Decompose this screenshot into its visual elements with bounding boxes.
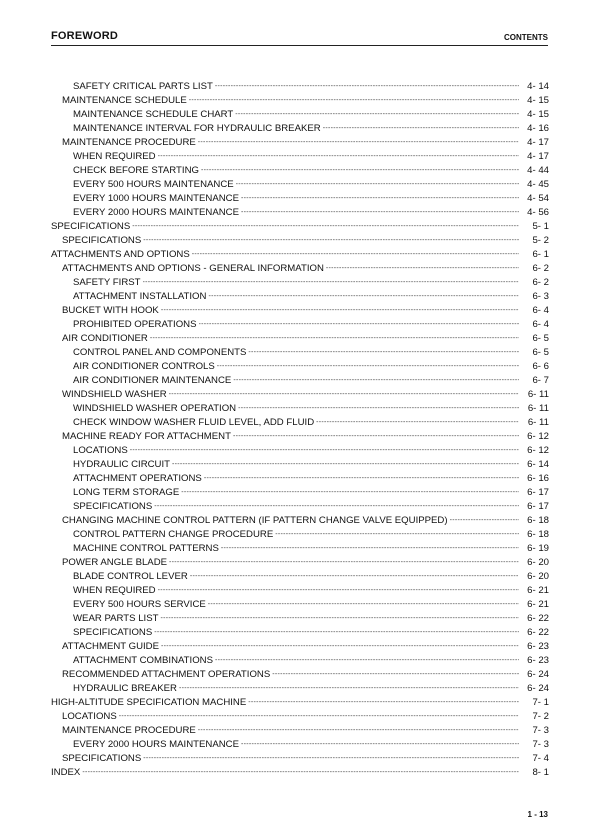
toc-entry[interactable] xyxy=(51,192,549,206)
dot-leader xyxy=(272,668,519,682)
toc-entry-title: CHECK WINDOW WASHER FLUID LEVEL, ADD FLUID xyxy=(73,417,315,428)
dot-leader xyxy=(161,304,519,318)
toc-entry[interactable] xyxy=(51,248,549,262)
toc-entry[interactable] xyxy=(51,528,549,542)
toc-entry-title: CHANGING MACHINE CONTROL PATTERN (IF PATTERN CHANGE VALVE EQUIPPED) xyxy=(62,515,448,526)
dot-leader xyxy=(132,220,519,234)
dot-leader xyxy=(208,290,519,304)
toc-entry-page: 6- 20 xyxy=(527,571,549,582)
toc-entry[interactable] xyxy=(51,724,549,738)
toc-entry-page: 6- 5 xyxy=(532,347,549,358)
dot-leader xyxy=(316,416,519,430)
toc-entry-page: 6- 24 xyxy=(527,683,549,694)
toc-entry-page: 6- 17 xyxy=(527,501,549,512)
toc-entry-page: 6- 1 xyxy=(532,249,549,260)
toc-entry[interactable] xyxy=(51,122,549,136)
toc-entry[interactable] xyxy=(51,290,549,304)
dot-leader xyxy=(221,542,519,556)
toc-entry-page: 6- 2 xyxy=(532,277,549,288)
toc-entry-page: 6- 14 xyxy=(527,459,549,470)
toc-entry[interactable] xyxy=(51,136,549,150)
toc-entry-title: EVERY 2000 HOURS MAINTENANCE xyxy=(73,207,239,218)
toc-entry-page: 6- 12 xyxy=(527,445,549,456)
toc-entry[interactable] xyxy=(51,220,549,234)
toc-entry[interactable] xyxy=(51,570,549,584)
toc-entry-page: 6- 19 xyxy=(527,543,549,554)
toc-entry-page: 4- 56 xyxy=(527,207,549,218)
dot-leader xyxy=(169,388,519,402)
toc-entry-page: 6- 18 xyxy=(527,529,549,540)
dot-leader xyxy=(158,150,519,164)
toc-entry[interactable] xyxy=(51,542,549,556)
dot-leader xyxy=(208,598,519,612)
contents-label: CONTENTS xyxy=(504,33,548,42)
toc-entry-page: 4- 16 xyxy=(527,123,549,134)
dot-leader xyxy=(119,710,519,724)
toc-entry[interactable] xyxy=(51,94,549,108)
dot-leader xyxy=(181,486,519,500)
toc-entry-page: 6- 12 xyxy=(527,431,549,442)
toc-entry[interactable] xyxy=(51,388,549,402)
toc-entry-title: LOCATIONS xyxy=(73,445,128,456)
toc-entry-title: MAINTENANCE PROCEDURE xyxy=(62,725,196,736)
dot-leader xyxy=(323,122,519,136)
toc-entry-title: WINDSHIELD WASHER xyxy=(62,389,167,400)
dot-leader xyxy=(233,430,519,444)
toc-entry[interactable] xyxy=(51,402,549,416)
toc-entry-page: 4- 17 xyxy=(527,137,549,148)
toc-entry[interactable] xyxy=(51,710,549,724)
dot-leader xyxy=(238,402,519,416)
toc-entry-title: SPECIFICATIONS xyxy=(73,627,153,638)
toc-entry-title: EVERY 500 HOURS SERVICE xyxy=(73,599,206,610)
toc-entry-title: SAFETY FIRST xyxy=(73,277,141,288)
toc-entry[interactable] xyxy=(51,262,549,276)
toc-entry-title: RECOMMENDED ATTACHMENT OPERATIONS xyxy=(62,669,271,680)
toc-entry-page: 6- 11 xyxy=(527,389,549,400)
toc-entry-page: 6- 4 xyxy=(532,305,549,316)
dot-leader xyxy=(189,94,519,108)
dot-leader xyxy=(143,276,519,290)
toc-entry[interactable] xyxy=(51,626,549,640)
dot-leader xyxy=(450,514,519,528)
dot-leader xyxy=(248,346,519,360)
dot-leader xyxy=(179,682,519,696)
toc-entry-title: AIR CONDITIONER xyxy=(62,333,148,344)
toc-entry[interactable] xyxy=(51,738,549,752)
toc-entry[interactable] xyxy=(51,150,549,164)
toc-entry[interactable] xyxy=(51,598,549,612)
toc-entry-page: 6- 20 xyxy=(527,557,549,568)
dot-leader xyxy=(190,570,519,584)
table-of-contents xyxy=(51,80,549,780)
toc-entry[interactable] xyxy=(51,444,549,458)
dot-leader xyxy=(215,80,519,94)
dot-leader xyxy=(82,766,519,780)
dot-leader xyxy=(172,458,519,472)
toc-entry[interactable] xyxy=(51,514,549,528)
toc-entry-title: HIGH-ALTITUDE SPECIFICATION MACHINE xyxy=(51,697,247,708)
toc-entry-title: CONTROL PANEL AND COMPONENTS xyxy=(73,347,247,358)
toc-entry-page: 6- 22 xyxy=(527,627,549,638)
toc-entry-page: 4- 44 xyxy=(527,165,549,176)
toc-entry-page: 8- 1 xyxy=(532,767,549,778)
toc-entry-title: MAINTENANCE SCHEDULE xyxy=(62,95,187,106)
toc-entry-title: MACHINE CONTROL PATTERNS xyxy=(73,543,219,554)
toc-entry-title: LONG TERM STORAGE xyxy=(73,487,180,498)
toc-entry[interactable] xyxy=(51,360,549,374)
dot-leader xyxy=(204,472,519,486)
dot-leader xyxy=(248,696,519,710)
toc-entry-page: 6- 3 xyxy=(532,291,549,302)
toc-entry-page: 7- 3 xyxy=(532,725,549,736)
toc-entry-page: 5- 1 xyxy=(532,221,549,232)
toc-entry-page: 6- 7 xyxy=(532,375,549,386)
dot-leader xyxy=(158,584,519,598)
toc-entry[interactable] xyxy=(51,458,549,472)
toc-entry-title: ATTACHMENT INSTALLATION xyxy=(73,291,207,302)
toc-entry-title: BUCKET WITH HOOK xyxy=(62,305,159,316)
toc-entry[interactable] xyxy=(51,556,549,570)
toc-entry-title: MAINTENANCE PROCEDURE xyxy=(62,137,196,148)
toc-entry-page: 4- 45 xyxy=(527,179,549,190)
toc-entry-title: INDEX xyxy=(51,767,81,778)
toc-entry-title: EVERY 500 HOURS MAINTENANCE xyxy=(73,179,234,190)
toc-entry-page: 6- 6 xyxy=(532,361,549,372)
dot-leader xyxy=(241,192,519,206)
dot-leader xyxy=(233,374,519,388)
toc-entry-page: 6- 23 xyxy=(527,655,549,666)
dot-leader xyxy=(198,136,519,150)
toc-entry[interactable] xyxy=(51,108,549,122)
toc-entry-page: 4- 14 xyxy=(527,81,549,92)
toc-entry[interactable] xyxy=(51,696,549,710)
toc-entry-title: MAINTENANCE INTERVAL FOR HYDRAULIC BREAKER xyxy=(73,123,321,134)
dot-leader xyxy=(192,248,519,262)
toc-entry-title: ATTACHMENTS AND OPTIONS - GENERAL INFORMATION xyxy=(62,263,324,274)
toc-entry-page: 4- 54 xyxy=(527,193,549,204)
dot-leader xyxy=(154,626,519,640)
toc-entry[interactable] xyxy=(51,346,549,360)
toc-entry-title: EVERY 2000 HOURS MAINTENANCE xyxy=(73,739,239,750)
toc-entry-title: MACHINE READY FOR ATTACHMENT xyxy=(62,431,231,442)
toc-entry-page: 6- 16 xyxy=(527,473,549,484)
toc-entry-title: EVERY 1000 HOURS MAINTENANCE xyxy=(73,193,239,204)
toc-entry-page: 6- 2 xyxy=(532,263,549,274)
toc-entry-page: 6- 11 xyxy=(527,417,549,428)
toc-entry-page: 7- 4 xyxy=(532,753,549,764)
toc-entry-page: 6- 5 xyxy=(532,333,549,344)
toc-entry[interactable] xyxy=(51,766,549,780)
toc-entry-title: CHECK BEFORE STARTING xyxy=(73,165,199,176)
toc-entry[interactable] xyxy=(51,486,549,500)
toc-entry[interactable] xyxy=(51,430,549,444)
toc-entry-page: 6- 18 xyxy=(527,515,549,526)
toc-entry-page: 5- 2 xyxy=(532,235,549,246)
toc-entry[interactable] xyxy=(51,416,549,430)
dot-leader xyxy=(275,528,519,542)
toc-entry-title: SPECIFICATIONS xyxy=(73,501,153,512)
toc-entry[interactable] xyxy=(51,500,549,514)
toc-entry[interactable] xyxy=(51,654,549,668)
toc-entry-page: 7- 3 xyxy=(532,739,549,750)
toc-entry-title: HYDRAULIC BREAKER xyxy=(73,683,177,694)
dot-leader xyxy=(241,738,519,752)
dot-leader xyxy=(235,108,519,122)
toc-entry-title: AIR CONDITIONER MAINTENANCE xyxy=(73,375,232,386)
toc-entry[interactable] xyxy=(51,752,549,766)
dot-leader xyxy=(215,654,519,668)
toc-entry-title: SAFETY CRITICAL PARTS LIST xyxy=(73,81,213,92)
header-rule xyxy=(51,45,548,46)
toc-entry-title: POWER ANGLE BLADE xyxy=(62,557,168,568)
toc-entry[interactable] xyxy=(51,164,549,178)
toc-entry-page: 4- 17 xyxy=(527,151,549,162)
toc-entry-page: 6- 21 xyxy=(527,599,549,610)
toc-entry-title: SPECIFICATIONS xyxy=(62,235,142,246)
dot-leader xyxy=(326,262,519,276)
dot-leader xyxy=(198,724,519,738)
toc-entry-title: WHEN REQUIRED xyxy=(73,151,156,162)
toc-entry-page: 7- 2 xyxy=(532,711,549,722)
toc-entry-title: SPECIFICATIONS xyxy=(62,753,142,764)
dot-leader xyxy=(169,556,519,570)
toc-entry-title: SPECIFICATIONS xyxy=(51,221,131,232)
toc-entry-title: ATTACHMENT COMBINATIONS xyxy=(73,655,213,666)
dot-leader xyxy=(241,206,519,220)
toc-entry-title: MAINTENANCE SCHEDULE CHART xyxy=(73,109,234,120)
toc-entry-page: 7- 1 xyxy=(532,697,549,708)
toc-entry[interactable] xyxy=(51,472,549,486)
toc-entry[interactable] xyxy=(51,374,549,388)
toc-entry-page: 6- 11 xyxy=(527,403,549,414)
dot-leader xyxy=(236,178,519,192)
toc-entry[interactable] xyxy=(51,682,549,696)
toc-entry-title: CONTROL PATTERN CHANGE PROCEDURE xyxy=(73,529,274,540)
toc-entry[interactable] xyxy=(51,178,549,192)
toc-entry-page: 6- 24 xyxy=(527,669,549,680)
toc-entry[interactable] xyxy=(51,584,549,598)
toc-entry-title: AIR CONDITIONER CONTROLS xyxy=(73,361,215,372)
toc-entry[interactable] xyxy=(51,304,549,318)
toc-entry-page: 4- 15 xyxy=(527,95,549,106)
toc-entry[interactable] xyxy=(51,332,549,346)
toc-entry-title: ATTACHMENT GUIDE xyxy=(62,641,160,652)
dot-leader xyxy=(154,500,519,514)
toc-entry-page: 4- 15 xyxy=(527,109,549,120)
toc-entry[interactable] xyxy=(51,668,549,682)
toc-entry-title: WEAR PARTS LIST xyxy=(73,613,159,624)
toc-entry[interactable] xyxy=(51,206,549,220)
toc-entry[interactable] xyxy=(51,318,549,332)
section-title: FOREWORD xyxy=(51,30,118,42)
toc-entry-title: BLADE CONTROL LEVER xyxy=(73,571,188,582)
toc-entry[interactable] xyxy=(51,612,549,626)
toc-entry-page: 6- 23 xyxy=(527,641,549,652)
toc-entry[interactable] xyxy=(51,640,549,654)
dot-leader xyxy=(199,318,520,332)
dot-leader xyxy=(150,332,519,346)
toc-entry-title: ATTACHMENT OPERATIONS xyxy=(73,473,202,484)
dot-leader xyxy=(130,444,519,458)
toc-entry[interactable] xyxy=(51,276,549,290)
dot-leader xyxy=(217,360,519,374)
dot-leader xyxy=(143,234,519,248)
toc-entry[interactable] xyxy=(51,80,549,94)
dot-leader xyxy=(160,612,519,626)
toc-entry-title: WHEN REQUIRED xyxy=(73,585,156,596)
toc-entry[interactable] xyxy=(51,234,549,248)
toc-entry-title: LOCATIONS xyxy=(62,711,117,722)
toc-entry-page: 6- 4 xyxy=(532,319,549,330)
toc-entry-title: ATTACHMENTS AND OPTIONS xyxy=(51,249,190,260)
toc-entry-page: 6- 17 xyxy=(527,487,549,498)
dot-leader xyxy=(201,164,519,178)
page-number: 1 - 13 xyxy=(527,810,548,819)
toc-entry-page: 6- 21 xyxy=(527,585,549,596)
dot-leader xyxy=(161,640,519,654)
toc-entry-page: 6- 22 xyxy=(527,613,549,624)
toc-entry-title: WINDSHIELD WASHER OPERATION xyxy=(73,403,237,414)
toc-entry-title: HYDRAULIC CIRCUIT xyxy=(73,459,171,470)
dot-leader xyxy=(143,752,519,766)
toc-entry-title: PROHIBITED OPERATIONS xyxy=(73,319,197,330)
